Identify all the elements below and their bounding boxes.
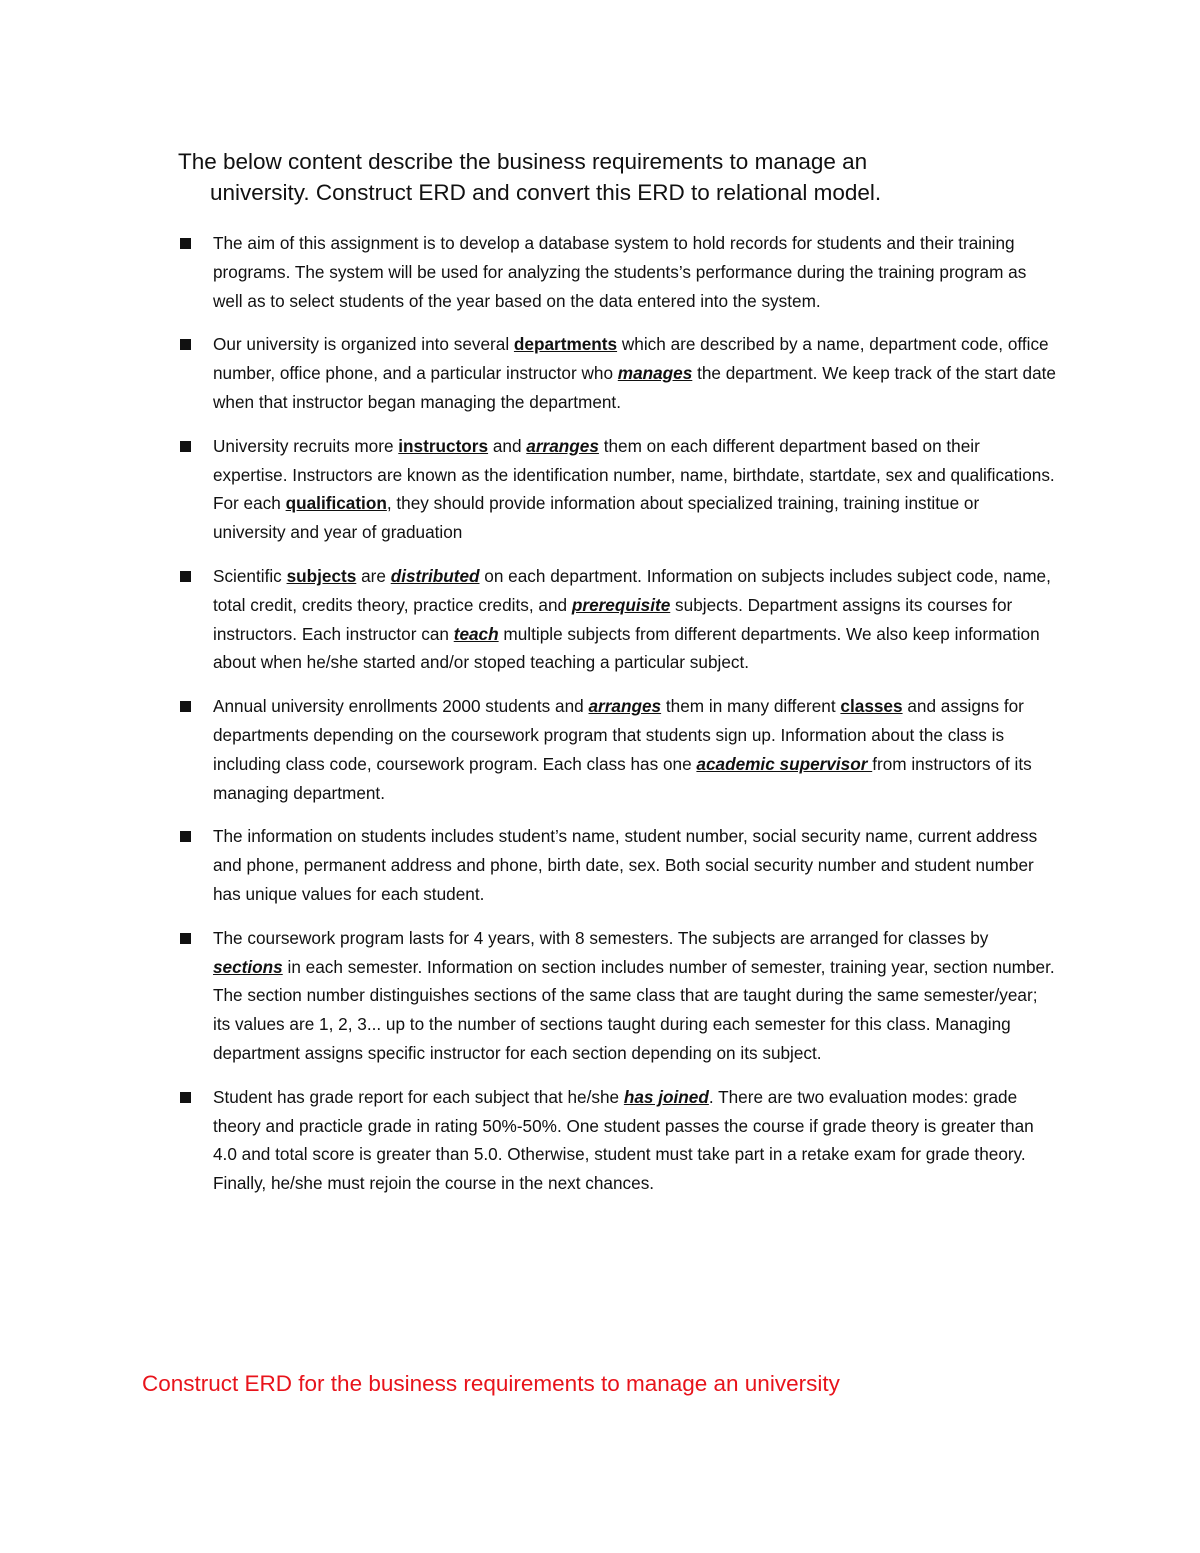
bullet-text: The coursework program lasts for 4 years, with 8 semesters. The subjects are arranged for classes by	[213, 927, 989, 948]
title-line-2: university. Construct ERD and convert this ERD to relational model.	[210, 180, 882, 205]
list-item	[176, 692, 1056, 807]
keyword-relationship: sections	[213, 956, 283, 977]
keyword-entity: instructors	[398, 435, 489, 456]
bullet-text: Scientific	[213, 565, 287, 586]
bullet-text: Our university is organized into several	[213, 334, 514, 355]
bullet-text: subjects. Department assigns its courses for instructors. Each instructor can	[213, 594, 1013, 644]
requirements-list	[176, 229, 1056, 1213]
bullet-text: the department. We keep track of the start date when that instructor began managing the department.	[213, 363, 1056, 412]
square-bullet-icon	[180, 933, 191, 944]
bullet-text: and assigns for departments depending on the coursework program that students sign up. Information about the class is including class code, coursework program. Each class has one	[213, 696, 1024, 774]
list-item	[176, 432, 1056, 547]
bullet-text: Student has grade report for each subject that he/she	[213, 1086, 624, 1107]
erd-section-heading: Construct ERD for the business requirements to manage an university	[142, 1371, 840, 1396]
square-bullet-icon	[180, 339, 191, 350]
list-item	[176, 1083, 1056, 1198]
document-title	[178, 146, 978, 208]
bullet-text: them on each different department based on their expertise. Instructors are known as the identification number, name, birthdate, startdate, sex and qualifications. For each	[213, 435, 1055, 514]
square-bullet-icon	[180, 571, 191, 582]
bullet-text: and	[488, 435, 527, 456]
keyword-relationship: prerequisite	[571, 594, 671, 615]
bullet-text: from instructors of its managing department.	[213, 753, 1032, 803]
bullet-text: in each semester. Information on section includes number of semester, training year, section number. The section number distinguishes sections of the same class that are taught during the same semester/year; its values are 1, 2, 3... up to the number of sections taught during each semester for this class. Managing department assigns specific instructor for each section depending on its subject.	[213, 956, 1055, 1063]
bullet-text: The information on students includes student’s name, student number, social security name, current address and phone, permanent address and phone, birth date, sex. Both social security number and student number has unique values for each student.	[213, 826, 1038, 904]
keyword-relationship: manages	[617, 363, 693, 384]
bullet-text: on each department. Information on subjects includes subject code, name, total credit, credits theory, practice credits, and	[213, 565, 1051, 615]
bullet-text: which are described by a name, department code, office number, office phone, and a particular instructor who	[213, 334, 1049, 384]
list-item	[176, 562, 1056, 677]
keyword-entity: classes	[840, 696, 903, 717]
keyword-entity: subjects	[286, 565, 357, 586]
square-bullet-icon	[180, 831, 191, 842]
bullet-text: The aim of this assignment is to develop a database system to hold records for students and their training programs. The system will be used for analyzing the students’s performance during the training program as well as to select students of the year based on the data entered into the system.	[213, 233, 1027, 311]
bullet-text: , they should provide information about specialized training, training institue or university and year of graduation	[213, 493, 980, 543]
list-item	[176, 822, 1056, 908]
square-bullet-icon	[180, 701, 191, 712]
square-bullet-icon	[180, 238, 191, 249]
bullet-text: Annual university enrollments 2000 students and	[213, 696, 589, 717]
bullet-text: University recruits more	[213, 435, 399, 456]
keyword-relationship: teach	[453, 623, 499, 644]
keyword-entity: qualification	[285, 493, 387, 514]
bullet-text: . There are two evaluation modes: grade theory and practicle grade in rating 50%-50%. One student passes the course if grade theory is greater than 4.0 and total score is greater than 5.0. Otherwise, student must take part in a retake exam for grade theory. Finally, he/she must rejoin the course in the next chances.	[213, 1086, 1034, 1194]
keyword-entity: departments	[513, 334, 618, 355]
keyword-relationship: distributed	[390, 565, 480, 586]
keyword-relationship: academic supervisor	[696, 753, 873, 774]
title-line-1: The below content describe the business requirements to manage an	[178, 149, 868, 174]
square-bullet-icon	[180, 1092, 191, 1103]
list-item	[176, 229, 1056, 315]
bullet-text: multiple subjects from different departments. We also keep information about when he/she started and/or stoped teaching a particular subject.	[213, 623, 1040, 673]
keyword-relationship: has joined	[623, 1086, 709, 1107]
keyword-relationship: arranges	[588, 696, 662, 717]
bullet-text: them in many different	[661, 696, 841, 717]
bullet-text: are	[356, 565, 391, 586]
keyword-relationship: arranges	[526, 435, 599, 456]
list-item	[176, 330, 1056, 416]
square-bullet-icon	[180, 441, 191, 452]
list-item	[176, 924, 1056, 1068]
